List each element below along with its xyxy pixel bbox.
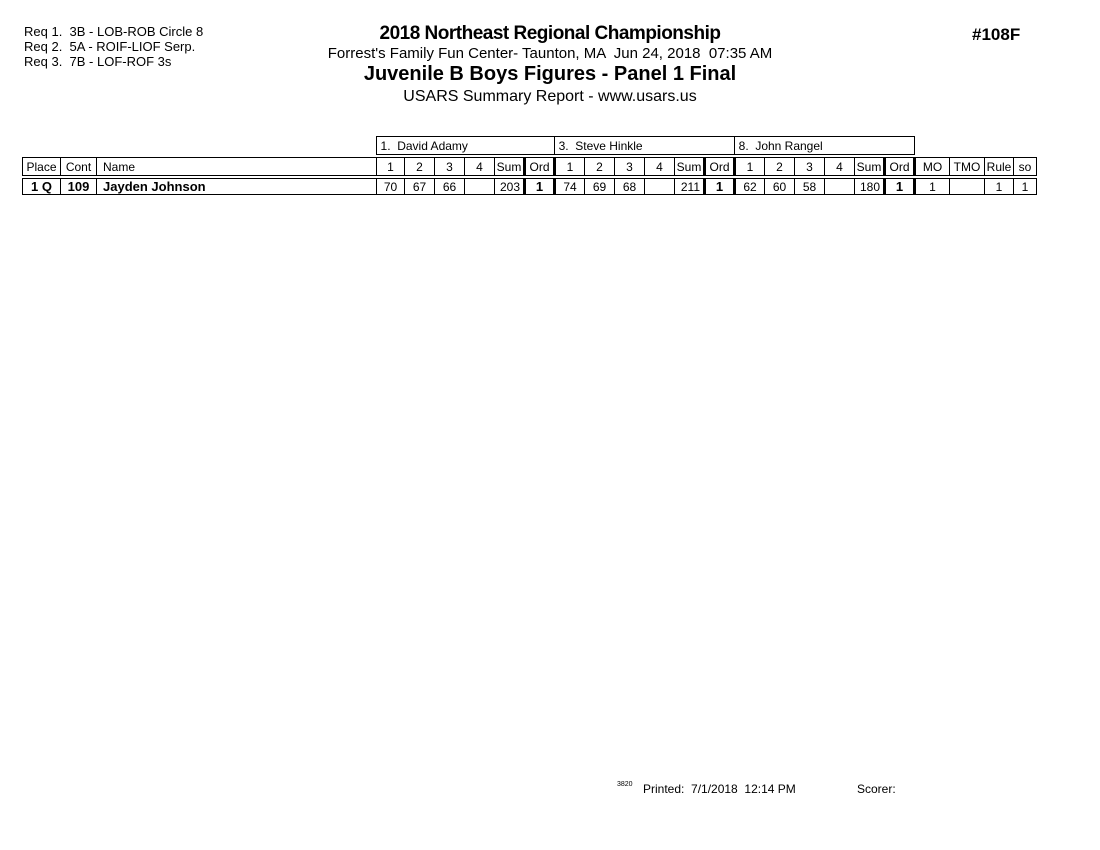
cell-j3-score4 [825,179,855,195]
cell-cont: 109 [61,179,97,195]
event-title: Juvenile B Boys Figures - Panel 1 Final [363,63,737,85]
col-header-mo: MO [915,158,950,176]
cell-j2-ord: 1 [705,179,735,195]
cell-j2-sum: 211 [675,179,705,195]
event-number: #108F [972,25,1021,44]
cell-j3-score2: 60 [765,179,795,195]
col-header-j2-trial3: 3 [615,158,645,176]
report-header [0,23,1100,107]
col-header-rule: Rule [985,158,1014,176]
judge-band-row [22,136,1036,155]
cell-j2-score2: 69 [585,179,615,195]
judge-band-spacer [22,137,376,155]
footer-printed-timestamp: Printed: 7/1/2018 12:14 PM [643,782,796,796]
cell-place: 1 Q [23,179,61,195]
cell-j3-score3: 58 [795,179,825,195]
col-header-j2-ord: Ord [705,158,735,176]
column-header-row [22,157,1037,176]
cell-j2-score3: 68 [615,179,645,195]
cell-j3-ord: 1 [885,179,915,195]
cell-so: 1 [1014,179,1037,195]
results-table [22,136,1037,195]
cell-j3-score1: 62 [735,179,765,195]
col-header-j1-trial3: 3 [435,158,465,176]
cell-name: Jayden Johnson [97,179,377,195]
col-header-name: Name [97,158,377,176]
col-header-j3-ord: Ord [885,158,915,176]
requirement-line: Req 2. 5A - ROIF-LIOF Serp. [24,39,196,54]
col-header-j2-trial1: 1 [555,158,585,176]
requirement-line: Req 1. 3B - LOB-ROB Circle 8 [24,24,204,39]
col-header-j1-trial1: 1 [377,158,405,176]
col-header-j1-sum: Sum [495,158,525,176]
col-header-tmo: TMO [950,158,985,176]
col-header-cont: Cont [61,158,97,176]
col-header-j2-trial2: 2 [585,158,615,176]
col-header-j1-trial4: 4 [465,158,495,176]
competitor-row [22,178,1037,195]
judge-name-2: 3. Steve Hinkle [554,137,734,155]
judge-name-1: 1. David Adamy [376,137,554,155]
col-header-j1-trial2: 2 [405,158,435,176]
col-header-place: Place [23,158,61,176]
cell-j1-score2: 67 [405,179,435,195]
col-header-j3-sum: Sum [855,158,885,176]
footer-form-code: 3820 [617,781,633,788]
col-header-j3-trial1: 1 [735,158,765,176]
footer-scorer-label: Scorer: [857,782,896,796]
venue-date-line: Forrest's Family Fun Center- Taunton, MA Jun 24, 2018 07:35 AM [327,45,773,62]
cell-rule: 1 [985,179,1014,195]
col-header-so: so [1014,158,1037,176]
col-header-j1-ord: Ord [525,158,555,176]
judge-name-3: 8. John Rangel [734,137,914,155]
cell-j1-ord: 1 [525,179,555,195]
cell-j3-sum: 180 [855,179,885,195]
cell-j1-score1: 70 [377,179,405,195]
cell-j1-sum: 203 [495,179,525,195]
cell-mo: 1 [915,179,950,195]
championship-title: 2018 Northeast Regional Championship [379,23,721,44]
cell-j2-score1: 74 [555,179,585,195]
col-header-j2-sum: Sum [675,158,705,176]
cell-j1-score4 [465,179,495,195]
judge-band-spacer [914,137,1036,155]
cell-tmo [950,179,985,195]
col-header-j3-trial4: 4 [825,158,855,176]
col-header-j2-trial4: 4 [645,158,675,176]
cell-j2-score4 [645,179,675,195]
col-header-j3-trial3: 3 [795,158,825,176]
col-header-j3-trial2: 2 [765,158,795,176]
report-type-line: USARS Summary Report - www.usars.us [403,88,697,105]
requirement-line: Req 3. 7B - LOF-ROF 3s [24,54,172,69]
cell-j1-score3: 66 [435,179,465,195]
